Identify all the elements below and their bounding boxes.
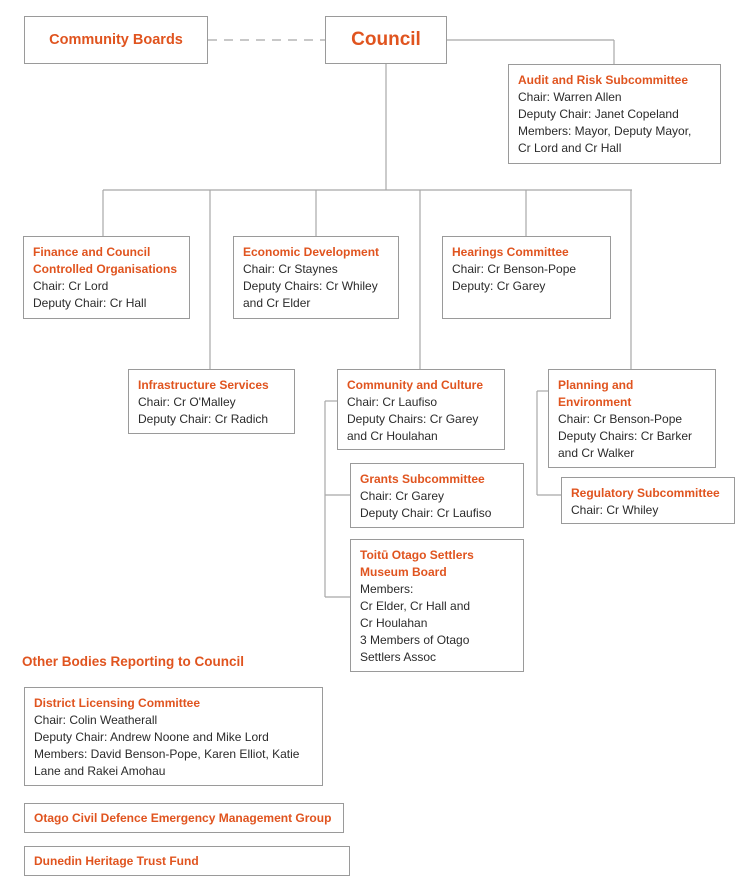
node-line: Lane and Rakei Amohau <box>34 764 166 778</box>
node-line: and Cr Elder <box>243 296 311 310</box>
node-line: Settlers Assoc <box>360 650 437 664</box>
node-line: Members: <box>360 582 414 596</box>
heritage-trust-fund <box>24 846 350 876</box>
node-line: Deputy Chair: Andrew Noone and Mike Lord <box>34 730 269 744</box>
node-line: Chair: Cr Lord <box>33 279 109 293</box>
other-bodies-heading: Other Bodies Reporting to Council <box>22 654 244 669</box>
node-title: Community and Culture <box>347 378 484 392</box>
node-line: and Cr Houlahan <box>347 429 438 443</box>
node-line: Chair: Cr Laufiso <box>347 395 438 409</box>
economic-development-committee <box>233 236 399 319</box>
node-line: Chair: Cr Garey <box>360 489 445 503</box>
council-box: Council <box>325 16 447 64</box>
node-line: Deputy Chair: Janet Copeland <box>518 107 679 121</box>
node-line: and Cr Walker <box>558 446 635 460</box>
regulatory-subcommittee <box>561 477 735 524</box>
node-line: Deputy Chairs: Cr Garey <box>347 412 479 426</box>
node-title: Hearings Committee <box>452 245 569 259</box>
node-line: Chair: Warren Allen <box>518 90 622 104</box>
node-title: Finance and Council Controlled Organisations <box>33 245 178 276</box>
node-title: Toitū Otago Settlers Museum Board <box>360 548 474 579</box>
node-title: Otago Civil Defence Emergency Management Group <box>34 811 332 825</box>
node-line: Chair: Cr Staynes <box>243 262 338 276</box>
node-line: Deputy Chair: Cr Hall <box>33 296 147 310</box>
grants-subcommittee <box>350 463 524 528</box>
node-line: Deputy Chair: Cr Laufiso <box>360 506 492 520</box>
node-line: Chair: Cr Whiley <box>571 503 659 517</box>
node-title: Dunedin Heritage Trust Fund <box>34 854 199 868</box>
node-line: Members: David Benson-Pope, Karen Elliot, Katie <box>34 747 300 761</box>
finance-committee <box>23 236 190 319</box>
node-line: Chair: Colin Weatherall <box>34 713 158 727</box>
node-line: Cr Houlahan <box>360 616 428 630</box>
node-title: Audit and Risk Subcommittee <box>518 73 689 87</box>
node-line: Deputy Chairs: Cr Barker <box>558 429 693 443</box>
node-line: Cr Elder, Cr Hall and <box>360 599 471 613</box>
node-line: Chair: Cr Benson-Pope <box>452 262 577 276</box>
audit-risk-subcommittee <box>508 64 721 164</box>
node-line: Deputy: Cr Garey <box>452 279 546 293</box>
node-title: Regulatory Subcommittee <box>571 486 720 500</box>
node-line: Chair: Cr Benson-Pope <box>558 412 683 426</box>
infrastructure-services-committee <box>128 369 295 434</box>
node-title: Grants Subcommittee <box>360 472 485 486</box>
hearings-committee <box>442 236 611 319</box>
node-title: District Licensing Committee <box>34 696 201 710</box>
node-title: Planning and Environment <box>558 378 634 409</box>
community-boards-box: Community Boards <box>24 16 208 64</box>
node-line: Deputy Chairs: Cr Whiley <box>243 279 378 293</box>
district-licensing-committee <box>24 687 323 786</box>
toitu-museum-board <box>350 539 524 672</box>
node-line: Members: Mayor, Deputy Mayor, <box>518 124 692 138</box>
node-line: Chair: Cr O'Malley <box>138 395 236 409</box>
node-title: Infrastructure Services <box>138 378 269 392</box>
community-culture-committee <box>337 369 505 450</box>
node-line: Deputy Chair: Cr Radich <box>138 412 269 426</box>
node-title: Economic Development <box>243 245 380 259</box>
node-line: Cr Lord and Cr Hall <box>518 141 622 155</box>
planning-environment-committee <box>548 369 716 468</box>
civil-defence-group <box>24 803 344 833</box>
node-line: 3 Members of Otago <box>360 633 470 647</box>
